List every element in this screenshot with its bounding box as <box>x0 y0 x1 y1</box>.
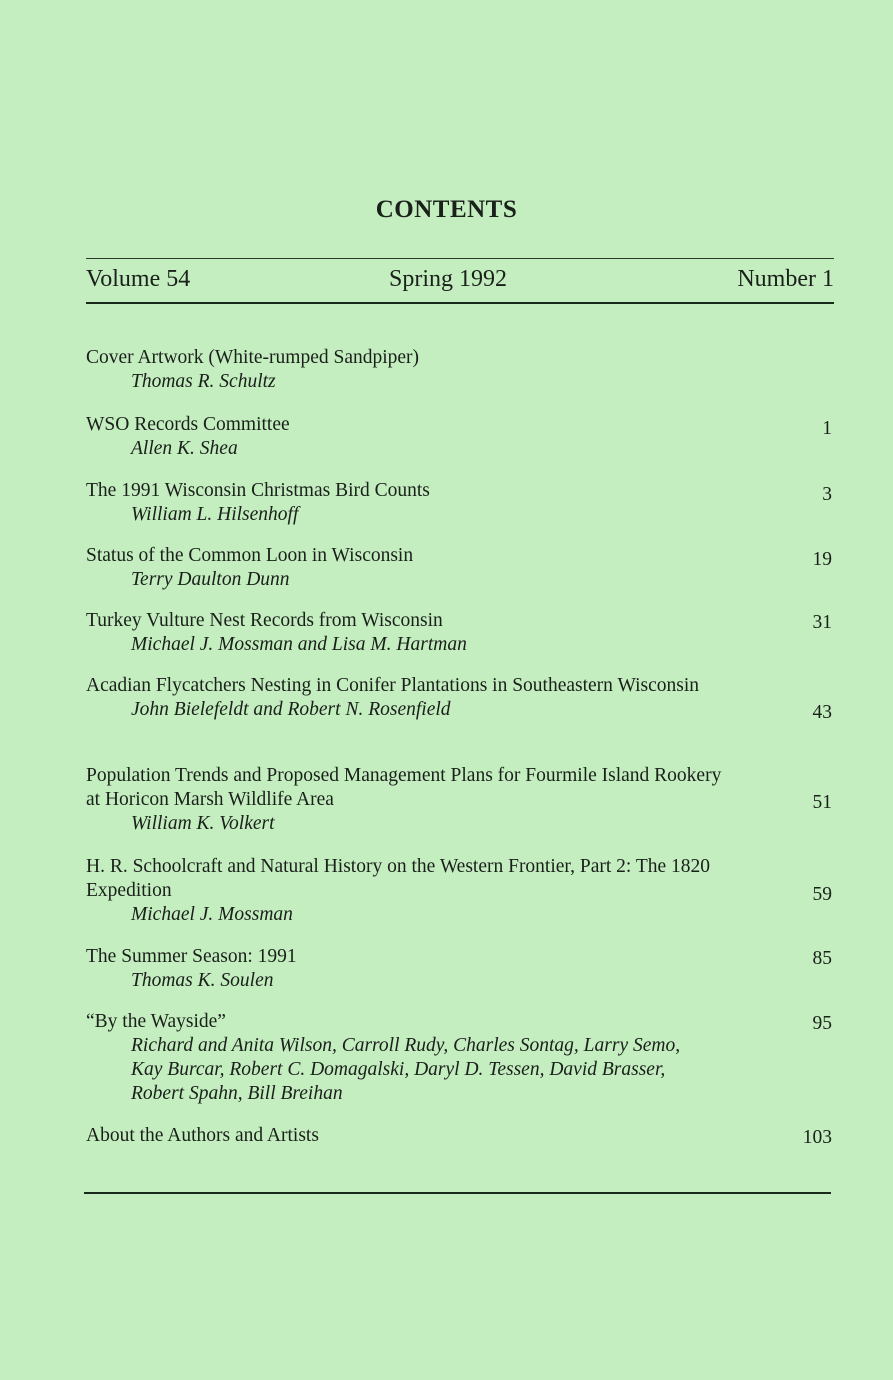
entry-page: 95 <box>812 1013 832 1034</box>
entry-author: Terry Daulton Dunn <box>131 569 290 590</box>
entry-author: Thomas R. Schultz <box>131 371 276 392</box>
entry-title: “By the Wayside” <box>86 1011 226 1032</box>
toc-entry[interactable] <box>86 479 832 527</box>
toc-entry[interactable] <box>86 674 832 722</box>
entry-title: Population Trends and Proposed Management Plans for Fourmile Island Rookery at Horicon Marsh Wildlife Area <box>86 765 722 810</box>
entry-author: Michael J. Mossman and Lisa M. Hartman <box>131 634 467 655</box>
toc-entry[interactable] <box>86 945 832 993</box>
toc-entry[interactable] <box>86 413 832 461</box>
toc-entry[interactable] <box>86 855 832 927</box>
entry-page: 103 <box>802 1127 832 1148</box>
entry-author: William K. Volkert <box>131 813 275 834</box>
entry-page: 1 <box>822 418 832 439</box>
entry-author: Allen K. Shea <box>131 438 238 459</box>
entry-author: John Bielefeldt and Robert N. Rosenfield <box>131 699 451 720</box>
toc-entry[interactable] <box>86 1124 832 1148</box>
header-rule-bottom <box>86 302 834 304</box>
entry-author: Thomas K. Soulen <box>131 970 274 991</box>
entry-author: William L. Hilsenhoff <box>131 504 299 525</box>
toc-entry[interactable] <box>86 1010 832 1106</box>
entry-author: Michael J. Mossman <box>131 904 293 925</box>
entry-title: Cover Artwork (White-rumped Sandpiper) <box>86 347 420 368</box>
toc-entry[interactable] <box>86 764 832 836</box>
toc-entry[interactable] <box>86 346 832 394</box>
season-label: Spring 1992 <box>389 266 508 292</box>
footer-rule <box>84 1192 831 1194</box>
entry-title: The Summer Season: 1991 <box>86 946 297 967</box>
entry-title: WSO Records Committee <box>86 414 290 435</box>
volume-label: Volume 54 <box>86 266 191 292</box>
entry-title: Turkey Vulture Nest Records from Wisconsin <box>86 610 443 631</box>
issue-info <box>86 266 834 293</box>
page-title: CONTENTS <box>375 196 518 223</box>
entry-page: 43 <box>812 702 832 723</box>
entry-page: 19 <box>812 549 832 570</box>
entry-page: 3 <box>822 484 832 505</box>
entry-page: 59 <box>812 884 832 905</box>
entry-title: The 1991 Wisconsin Christmas Bird Counts <box>86 480 430 501</box>
entry-page: 31 <box>812 612 832 633</box>
number-label: Number 1 <box>737 266 834 292</box>
entry-page: 85 <box>812 948 832 969</box>
toc-entry[interactable] <box>86 544 832 592</box>
entry-author: Richard and Anita Wilson, Carroll Rudy, Charles Sontag, Larry Semo, Kay Burcar, Robert C. Domagalski, Daryl D. Tessen, David Brasser, Robert Spahn, Bill Breihan <box>131 1035 681 1104</box>
header-rule-top <box>86 258 834 259</box>
entry-title: About the Authors and Artists <box>86 1125 319 1146</box>
entry-title: Status of the Common Loon in Wisconsin <box>86 545 414 566</box>
entry-title: Acadian Flycatchers Nesting in Conifer Plantations in Southeastern Wisconsin <box>86 675 699 696</box>
toc-entry[interactable] <box>86 609 832 657</box>
entry-title: H. R. Schoolcraft and Natural History on the Western Frontier, Part 2: The 1820 Expedition <box>86 856 711 901</box>
entry-page: 51 <box>812 792 832 813</box>
